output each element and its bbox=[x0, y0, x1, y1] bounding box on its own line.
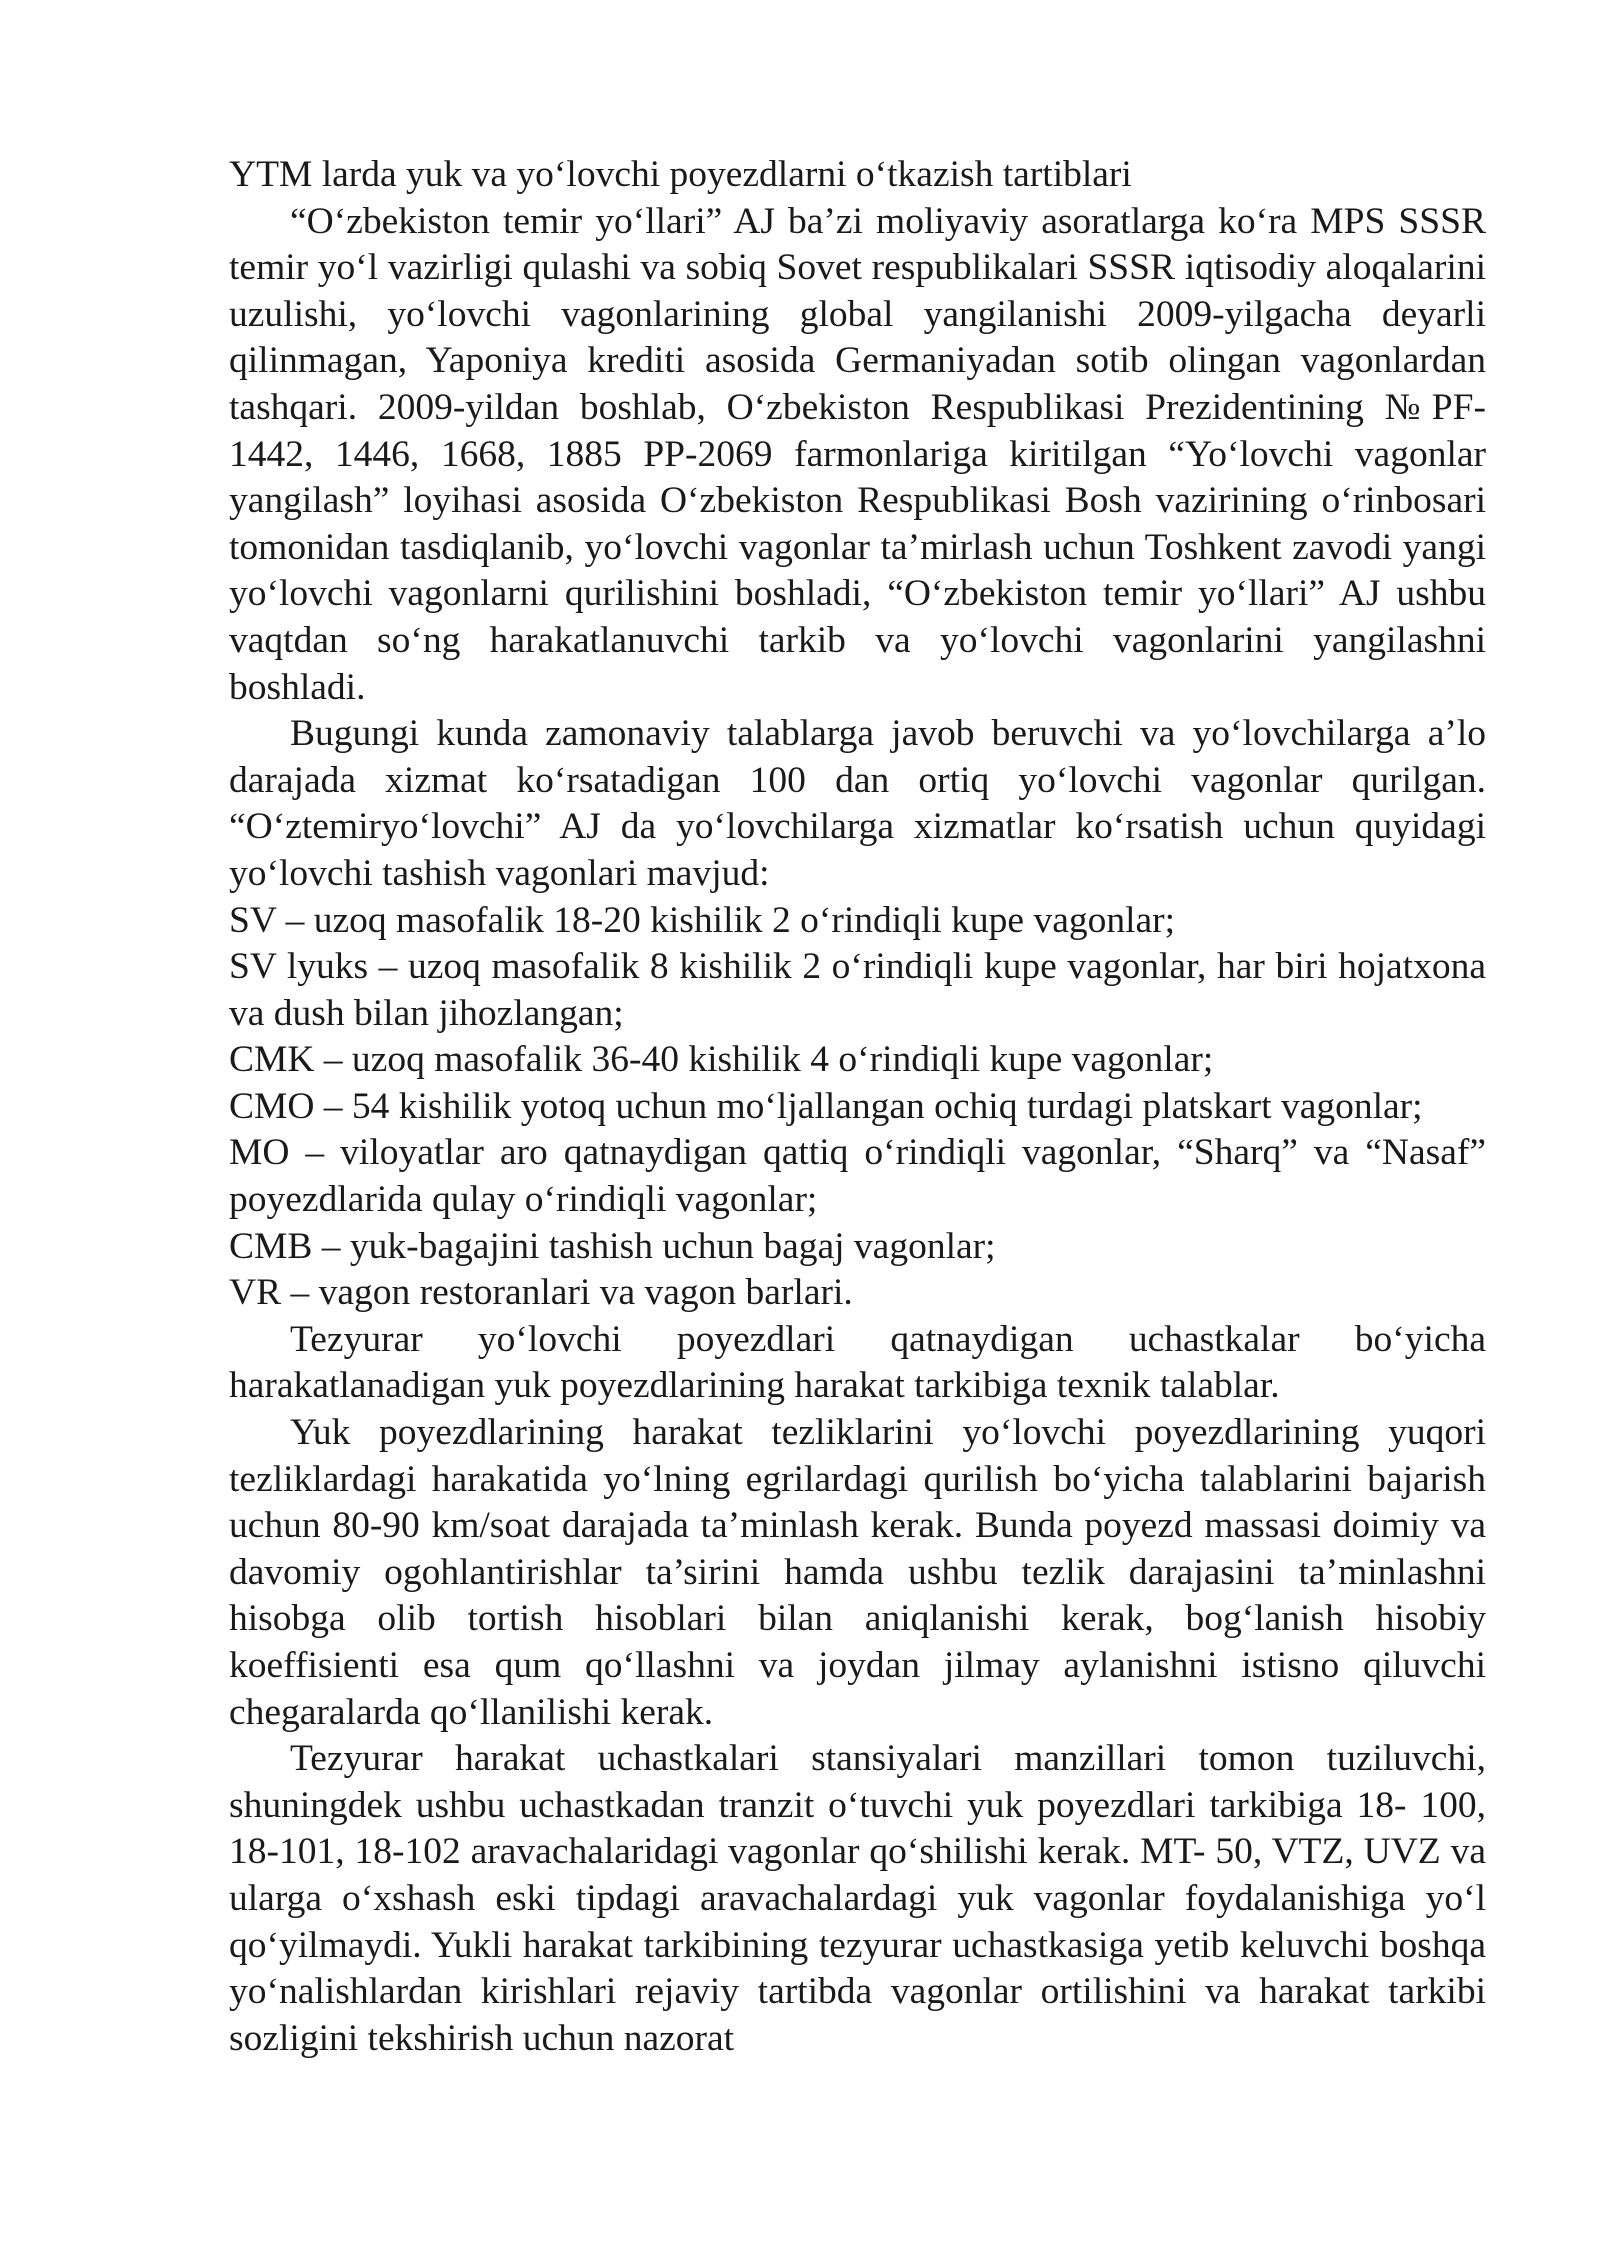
list-item-mo: MO – viloyatlar aro qatnaydigan qattiq o‘rindiqli vagonlar, “Sharq” va “Nasaf” poyezdlarida qulay o‘rindiqli vagonlar; bbox=[229, 1132, 1486, 1221]
paragraph-history: “O‘zbekiston temir yo‘llari” AJ ba’zi moliyaviy asoratlarga ko‘ra MPS SSSR temir yo‘l vazirligi qulashi va sobiq Sovet respublikalari SSSR iqtisodiy aloqalarini uzulishi, yo‘lovchi vagonlarining global yangilanishi 2009-yilgacha deyarli qilinmagan, Yaponiya krediti asosida Germaniyadan sotib olingan vagonlardan tashqari. 2009-yildan boshlab, O‘zbekiston Respublikasi Prezidentining №PF-1442, 1446, 1668, 1885 PP-2069 farmonlariga kiritilgan “Yo‘lovchi vagonlar yangilash” loyihasi asosida O‘zbekiston Respublikasi Bosh vazirining o‘rinbosari tomonidan tasdiqlanib, yo‘lovchi vagonlar ta’mirlash uchun Toshkent zavodi yangi yo‘lovchi vagonlarni qurilishini boshladi, “O‘zbekiston temir yo‘llari” AJ ushbu vaqtdan so‘ng harakatlanuvchi tarkib va yo‘lovchi vagonlarini yangilashni boshladi. bbox=[229, 200, 1486, 708]
paragraph-current-fleet: Bugungi kunda zamonaviy talablarga javob beruvchi va yo‘lovchilarga a’lo darajada xizmat ko‘rsatadigan 100 dan ortiq yo‘lovchi vagonlar qurilgan. “O‘ztemiryo‘lovchi” AJ da yo‘lovchilarga xizmatlar ko‘rsatish uchun quyidagi yo‘lovchi tashish vagonlari mavjud: bbox=[229, 713, 1486, 894]
list-item-sv-lyuks: SV lyuks – uzoq masofalik 8 kishilik 2 o‘rindiqli kupe vagonlar, har biri hojatxona va dush bilan jihozlangan; bbox=[229, 946, 1486, 1034]
list-item-sv: SV – uzoq masofalik 18-20 kishilik 2 o‘rindiqli kupe vagonlar; bbox=[229, 899, 1176, 941]
list-item-vr: VR – vagon restoranlari va vagon barlari. bbox=[229, 1272, 853, 1314]
document-title: YTM larda yuk va yo‘lovchi poyezdlarni o‘tkazish tartiblari bbox=[229, 154, 1132, 195]
list-item-cmo: CMO – 54 kishilik yotoq uchun mo‘ljallangan ochiq turdagi platskart vagonlar; bbox=[229, 1085, 1423, 1127]
document-page bbox=[229, 152, 1486, 2062]
paragraph-high-speed-sections: Tezyurar harakat uchastkalari stansiyalari manzillari tomon tuziluvchi, shuningdek ushbu uchastkadan tranzit o‘tuvchi yuk poyezdlari tarkibiga 18- 100, 18-101, 18-102 aravachalaridagi vagonlar qo‘shilishi kerak. MT- 50, VTZ, UVZ va ularga o‘xshash eski tipdagi aravachalardagi yuk vagonlar foydalanishiga yo‘l qo‘yilmaydi. Yukli harakat tarkibining tezyurar uchastkasiga yetib keluvchi boshqa yo‘nalishlardan kirishlari rejaviy tartibda vagonlar ortilishini va harakat tarkibi sozligini tekshirish uchun nazorat bbox=[229, 1738, 1486, 2059]
list-item-cmb: CMB – yuk-bagajini tashish uchun bagaj vagonlar; bbox=[229, 1225, 996, 1267]
paragraph-technical-requirements: Tezyurar yo‘lovchi poyezdlari qatnaydigan uchastkalar bo‘yicha harakatlanadigan yuk poyezdlarining harakat tarkibiga texnik talablar. bbox=[229, 1318, 1486, 1407]
paragraph-freight-speed: Yuk poyezdlarining harakat tezliklarini yo‘lovchi poyezdlarining yuqori tezliklardagi harakatida yo‘lning egrilardagi qurilish bo‘yicha talablarini bajarish uchun 80-90 km/soat darajada ta’minlash kerak. Bunda poyezd massasi doimiy va davomiy ogohlantirishlar ta’sirini hamda ushbu tezlik darajasini ta’minlashni hisobga olib tortish hisoblari bilan aniqlanishi kerak, bog‘lanish hisobiy koeffisienti esa qum qo‘llashni va joydan jilmay aylanishni istisno qiluvchi chegaralarda qo‘llanilishi kerak. bbox=[229, 1412, 1486, 1733]
list-item-cmk: CMK – uzoq masofalik 36-40 kishilik 4 o‘rindiqli kupe vagonlar; bbox=[229, 1039, 1214, 1081]
